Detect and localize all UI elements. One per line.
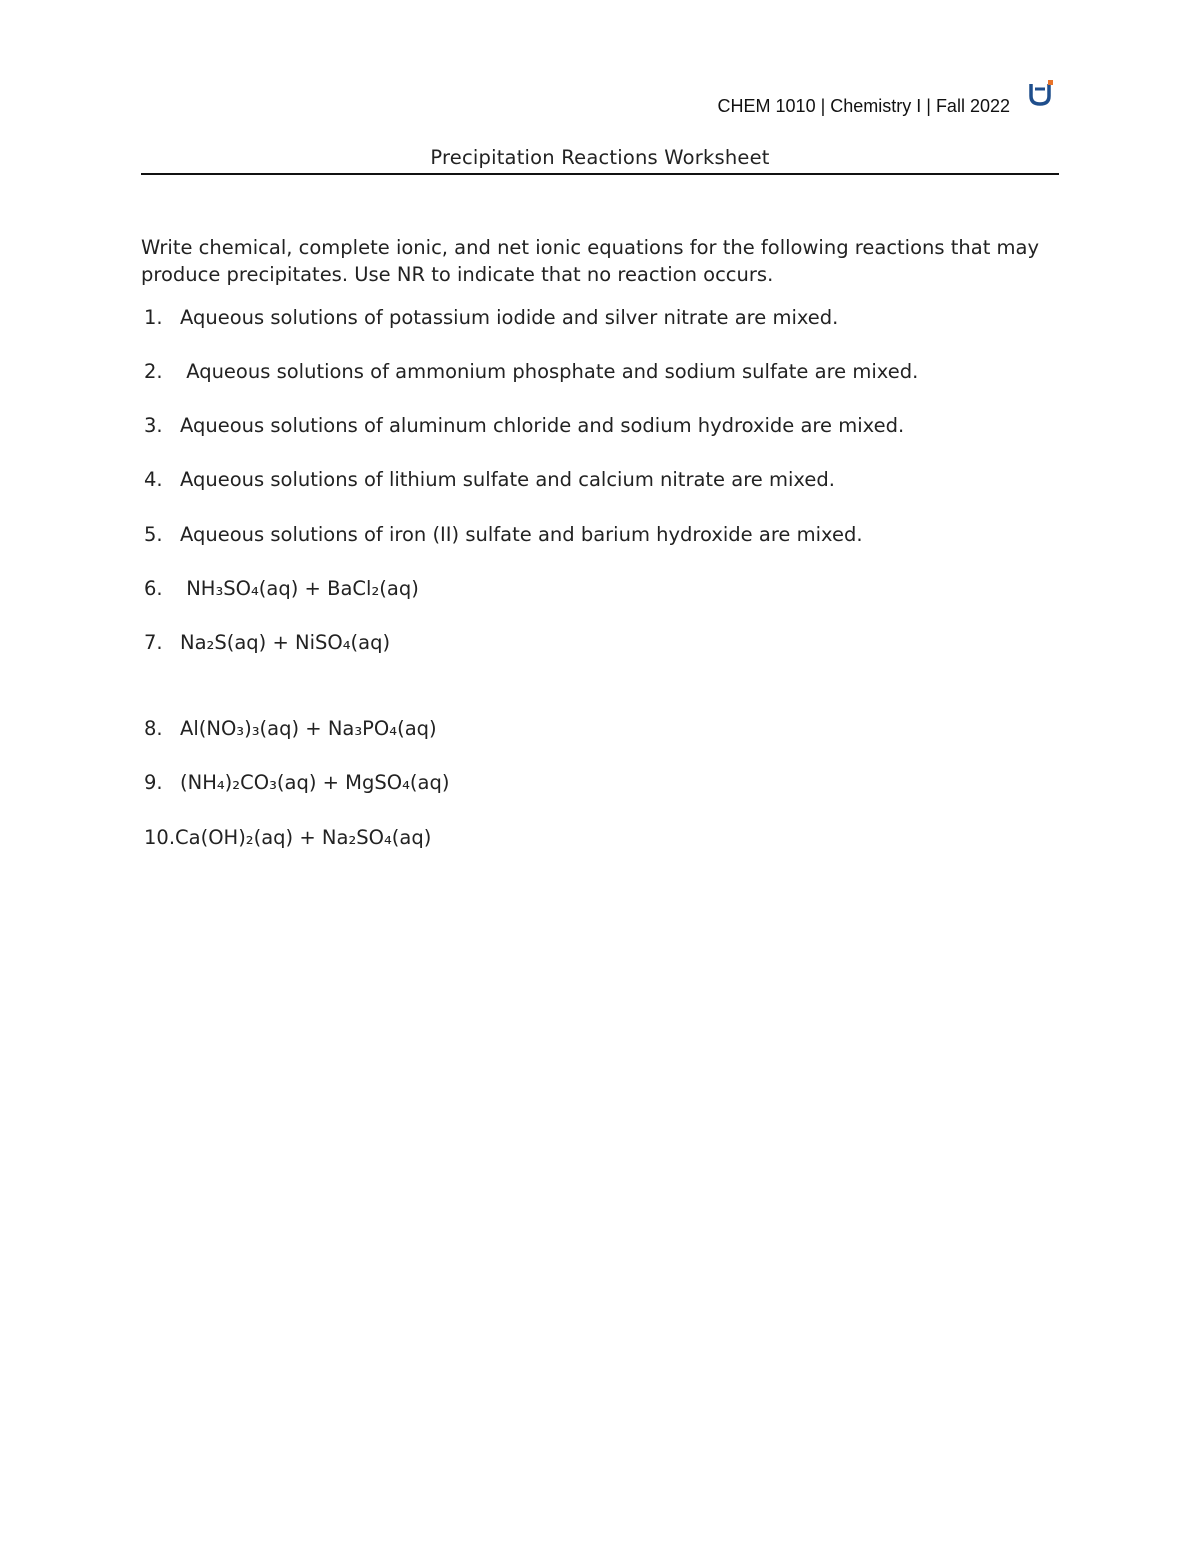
- university-logo-icon: [1026, 78, 1056, 108]
- problem-item-3: [144, 414, 904, 437]
- instructions: Write chemical, complete ionic, and net ionic equations for the following reactions that may produce precipitates. Use NR to indicate that no reaction occurs.: [141, 236, 1040, 286]
- problem-item-7: [144, 631, 390, 654]
- problem-item-2: [144, 360, 918, 383]
- problem-item-6: [144, 577, 419, 600]
- problem-number: 6.: [144, 577, 163, 600]
- problem-text: Aqueous solutions of potassium iodide and silver nitrate are mixed.: [180, 306, 839, 329]
- problem-text: Aqueous solutions of lithium sulfate and calcium nitrate are mixed.: [180, 468, 835, 491]
- problem-number: 9.: [144, 771, 163, 794]
- title-divider: [141, 173, 1059, 175]
- problem-number: 10.: [144, 826, 176, 849]
- problem-text: Aqueous solutions of aluminum chloride and sodium hydroxide are mixed.: [180, 414, 905, 437]
- problem-text: Aqueous solutions of iron (II) sulfate and barium hydroxide are mixed.: [180, 523, 863, 546]
- problem-item-4: [144, 468, 835, 491]
- problem-text: (NH₄)₂CO₃(aq) + MgSO₄(aq): [180, 771, 450, 794]
- problem-number: 8.: [144, 717, 163, 740]
- problem-text: Aqueous solutions of ammonium phosphate and sodium sulfate are mixed.: [180, 360, 919, 383]
- problem-item-5: [144, 523, 863, 546]
- problem-number: 7.: [144, 631, 163, 654]
- problem-number: 3.: [144, 414, 163, 437]
- problem-number: 2.: [144, 360, 163, 383]
- problem-number: 5.: [144, 523, 163, 546]
- problem-text: Na₂S(aq) + NiSO₄(aq): [180, 631, 391, 654]
- problem-item-9: [144, 771, 449, 794]
- problem-item-8: [144, 717, 437, 740]
- problem-text: NH₃SO₄(aq) + BaCl₂(aq): [180, 577, 419, 600]
- problem-number: 4.: [144, 468, 163, 491]
- problem-text: Ca(OH)₂(aq) + Na₂SO₄(aq): [175, 826, 432, 849]
- course-header: CHEM 1010 | Chemistry I | Fall 2022: [717, 96, 1010, 116]
- worksheet-title: Precipitation Reactions Worksheet: [430, 146, 770, 169]
- problem-item-10: [144, 826, 431, 849]
- problem-number: 1.: [144, 306, 163, 329]
- problem-text: Al(NO₃)₃(aq) + Na₃PO₄(aq): [180, 717, 437, 740]
- problem-item-1: [144, 306, 838, 329]
